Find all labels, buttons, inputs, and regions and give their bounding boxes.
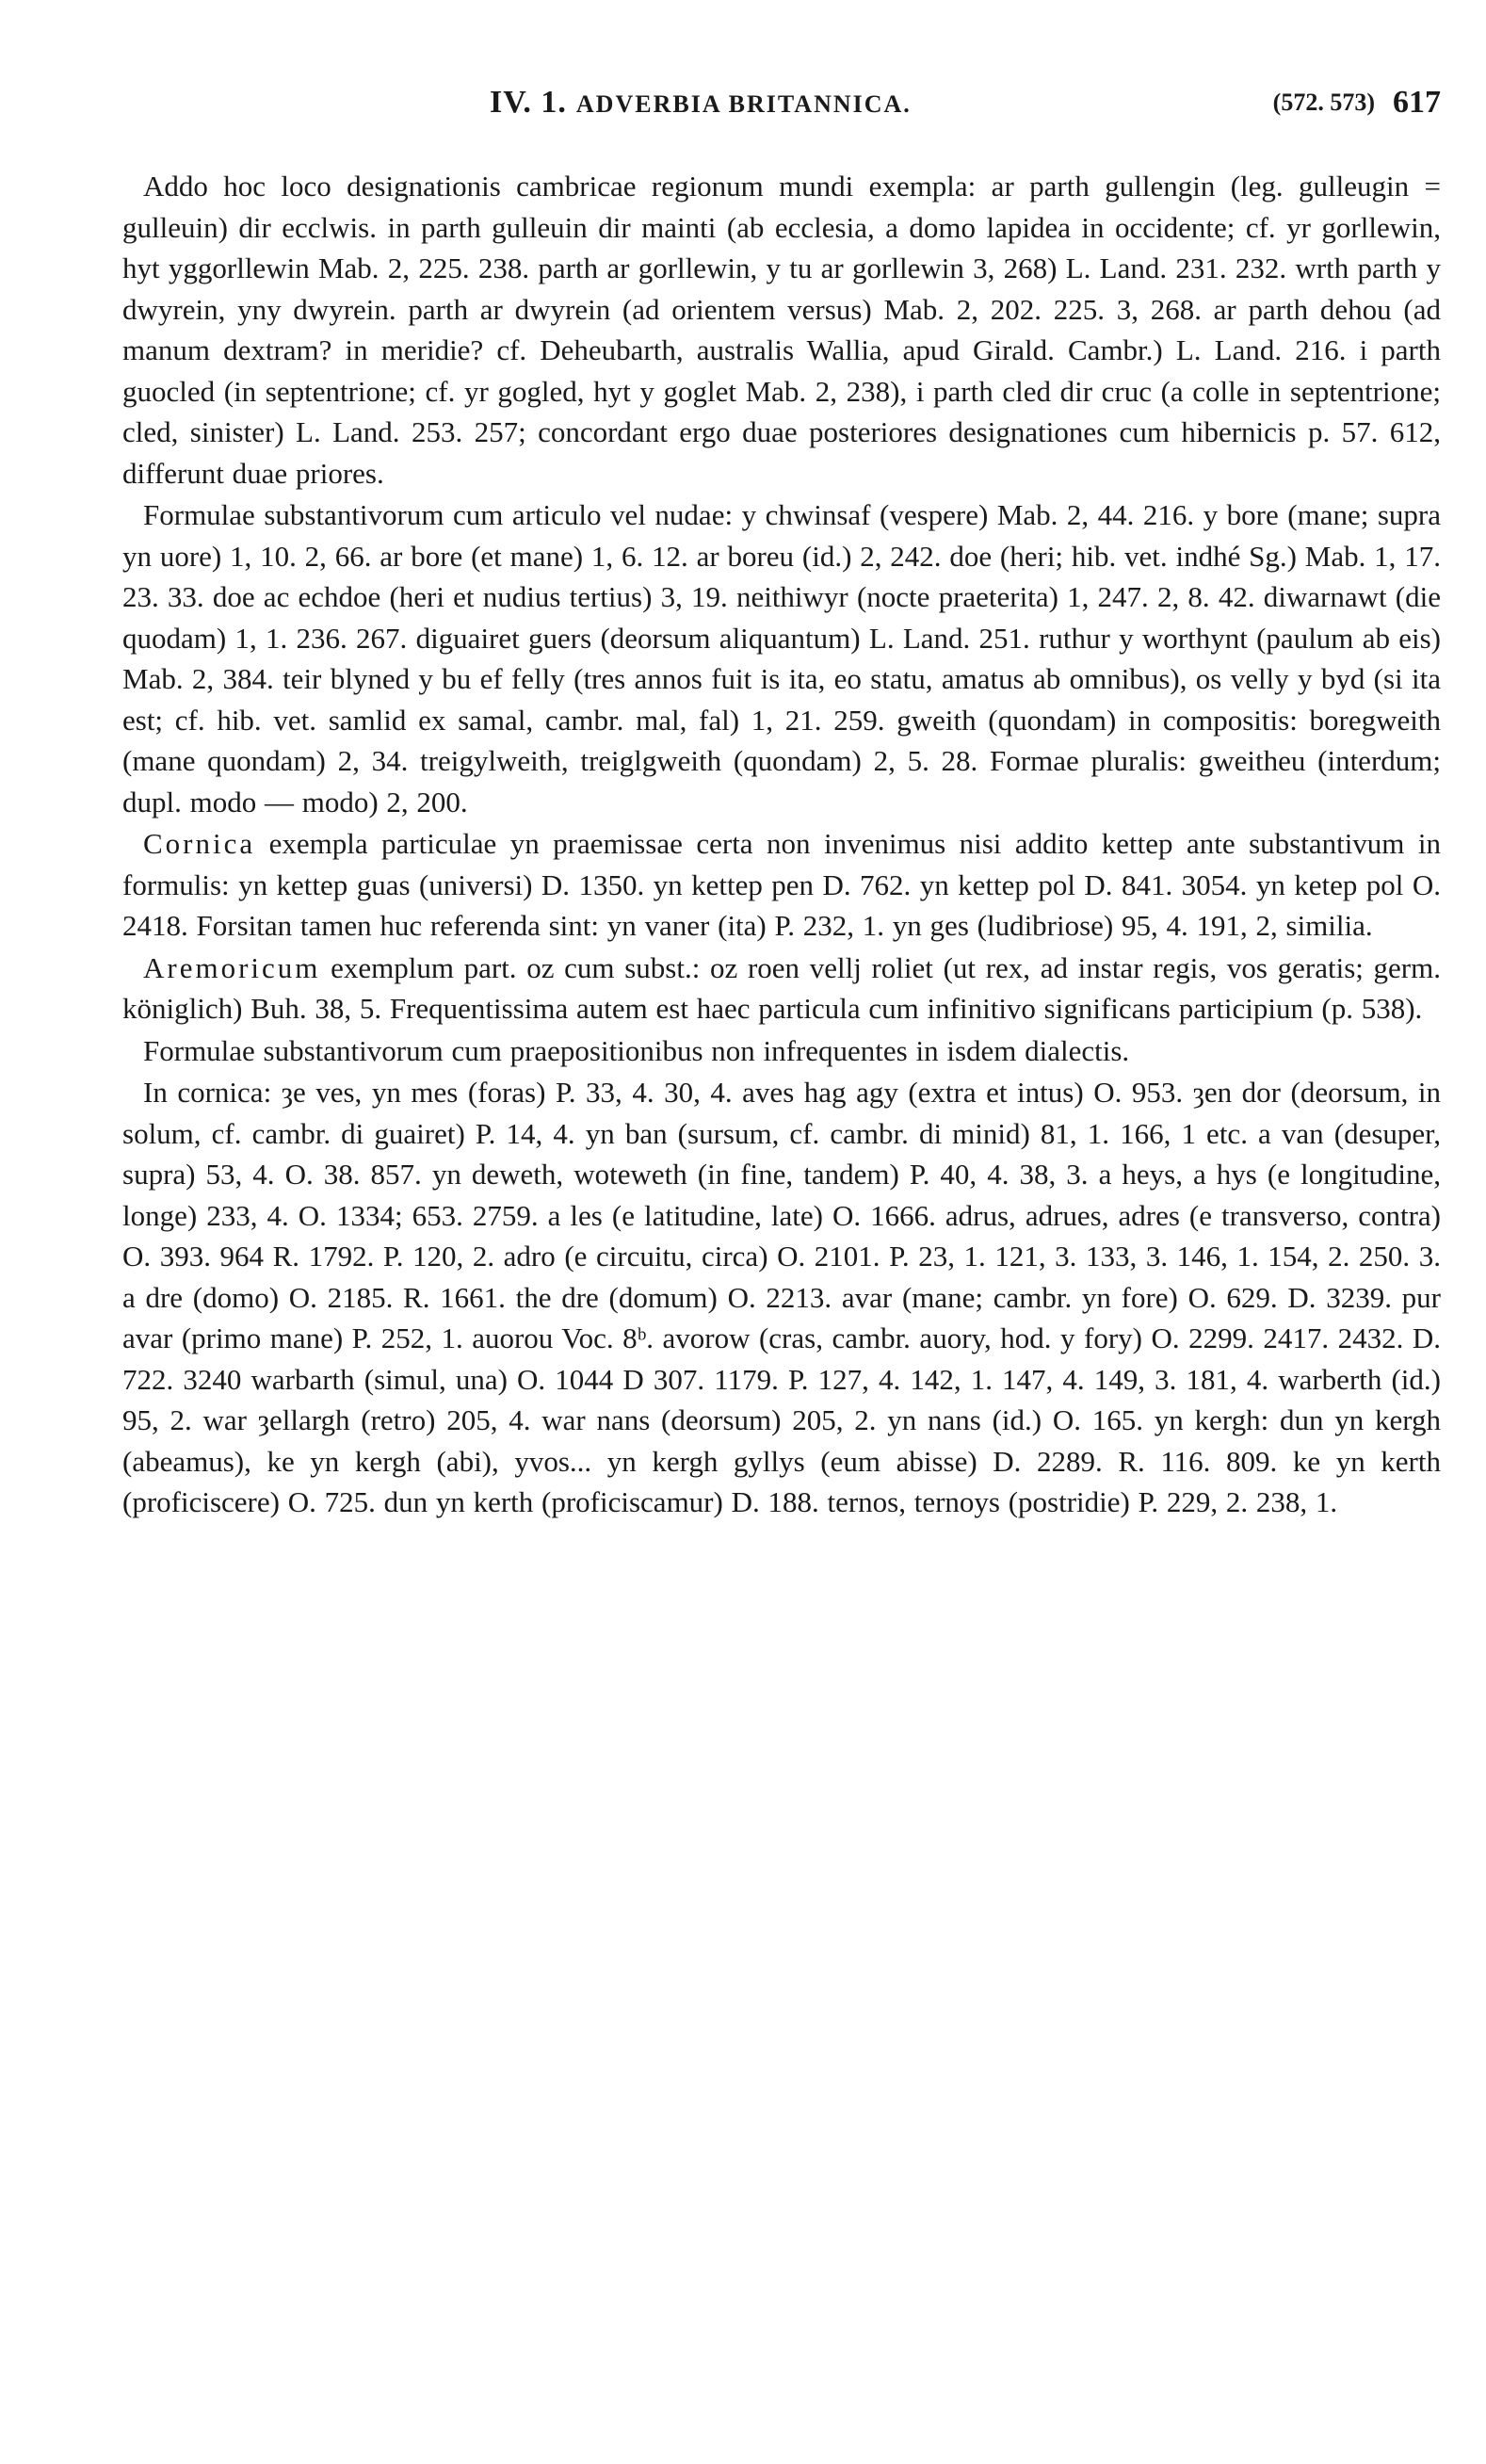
body-text [122,166,1441,1523]
page [122,85,1441,1524]
paragraph-in-cornica [122,1072,1441,1523]
chapter-number: IV. 1. [490,85,567,120]
paragraph-armorican-example [122,948,1441,1029]
section-reference: (572. 573) [1272,89,1375,116]
paragraph-lead: Aremoricum [143,950,321,984]
paragraph-text: Formulae substantivorum cum articulo vel nudae: y chwinsaf (vespere) Mab. 2, 44. 216. y bore (mane; supra yn uore) 1, 10. 2, 66. ar bore (et mane) 1, 6. 12. ar boreu (id.) 2, 242. doe (heri; hib. vet. indhé Sg.) Mab. 1, 17. 23. 33. doe ac echdoe (heri et nudius tertius) 3, 19. neithiwyr (nocte praeterita) 1, 247. 2, 8. 42. diwarnawt (die quodam) 1, 1. 236. 267. diguairet guers (deorsum aliquantum) L. Land. 251. ruthur y worthynt (paulum ab eis) Mab. 2, 384. teir blyned y bu ef felly (tres annos fuit is ita, eo statu, amatus ab omnibus), os velly y byd (si ita est; cf. hib. vet. samlid ex samal, cambr. mal, fal) 1, 21. 259. gweith (quondam) in compositis: boregweith (mane quondam) 2, 34. treigylweith, treiglgweith (quondam) 2, 5. 28. Formae pluralis: gweitheu (interdum; dupl. modo — modo) 2, 200. [122,498,1441,819]
paragraph-text: exemplum part. oz cum subst.: oz roen vellj roliet (ut rex, ad instar regis, vos geratis; germ. königlich) Buh. 38, 5. Frequentissima autem est haec particula cum infinitivo significans participium (p. 538). [122,950,1441,1025]
paragraph-prepositional-formulae [122,1030,1441,1072]
running-head-title [490,85,912,121]
page-number: 617 [1393,85,1441,120]
paragraph-text: Addo hoc loco designationis cambricae regionum mundi exempla: ar parth gullengin (leg. gulleugin = gulleuin) dir ecclwis. in parth gulleuin dir mainti (ab ecclesia, a domo lapidea in occidente; cf. yr gorllewin, hyt yggorllewin Mab. 2, 225. 238. parth ar gorllewin, y tu ar gorllewin 3, 268) L. Land. 231. 232. wrth parth y dwyrein, yny dwyrein. parth ar dwyrein (ad orientem versus) Mab. 2, 202. 225. 3, 268. ar parth dehou (ad manum dextram? in meridie? cf. Deheubarth, australis Wallia, apud Girald. Cambr.) L. Land. 216. i parth guocled (in septentrione; cf. yr gogled, hyt y goglet Mab. 2, 238), i parth cled dir cruc (a colle in septentrione; cled, sinister) L. Land. 253. 257; concordant ergo duae posteriores designationes cum hibernicis p. 57. 612, differunt duae priores. [122,170,1441,490]
paragraph-compass-directions [122,166,1441,494]
paragraph-substantive-formulae [122,494,1441,822]
paragraph-cornish-examples [122,823,1441,947]
paragraph-text: Formulae substantivorum cum praepositionibus non infrequentes in isdem dialectis. [143,1033,1130,1067]
paragraph-text: exempla particulae yn praemissae certa non invenimus nisi addito kettep ante substantivum in formulis: yn kettep guas (universi) D. 1350. yn kettep pen D. 762. yn kettep pol D. 841. 3054. yn ketep pol O. 2418. Forsitan tamen huc referenda sint: yn vaner (ita) P. 232, 1. yn ges (ludibriose) 95, 4. 191, 2, similia. [122,827,1441,942]
paragraph-text: In cornica: ȝe ves, yn mes (foras) P. 33, 4. 30, 4. aves hag agy (extra et intus) O. 953. ȝen dor (deorsum, in solum, cf. cambr. di guairet) P. 14, 4. yn ban (sursum, cf. cambr. di minid) 81, 1. 166, 1 etc. a van (desuper, supra) 53, 4. O. 38. 857. yn deweth, woteweth (in fine, tandem) P. 40, 4. 38, 3. a heys, a hys (e longitudine, longe) 233, 4. O. 1334; 653. 2759. a les (e latitudine, late) O. 1666. adrus, adrues, adres (e transverso, contra) O. 393. 964 R. 1792. P. 120, 2. adro (e circuitu, circa) O. 2101. P. 23, 1. 121, 3. 133, 3. 146, 1. 154, 2. 250. 3. a dre (domo) O. 2185. R. 1661. the dre (domum) O. 2213. avar (mane; cambr. yn fore) O. 629. D. 3239. pur avar (primo mane) P. 252, 1. auorou Voc. 8ᵇ. avorow (cras, cambr. auory, hod. y fory) O. 2299. 2417. 2432. D. 722. 3240 warbarth (simul, una) O. 1044 D 307. 1179. P. 127, 4. 142, 1. 147, 4. 149, 3. 181, 4. warberth (id.) 95, 2. war ȝellargh (retro) 205, 4. war nans (deorsum) 205, 2. yn nans (id.) O. 165. yn kergh: dun yn kergh (abeamus), ke yn kergh (abi), yvos... yn kergh gyllys (eum abisse) D. 2289. R. 116. 809. ke yn kerth (proficiscere) O. 725. dun yn kerth (proficiscamur) D. 188. ternos, ternoys (postridie) P. 229, 2. 238, 1. [122,1076,1441,1518]
running-head [122,85,1441,141]
chapter-title: ADVERBIA BRITANNICA. [575,90,912,118]
paragraph-lead: Cornica [143,827,256,860]
